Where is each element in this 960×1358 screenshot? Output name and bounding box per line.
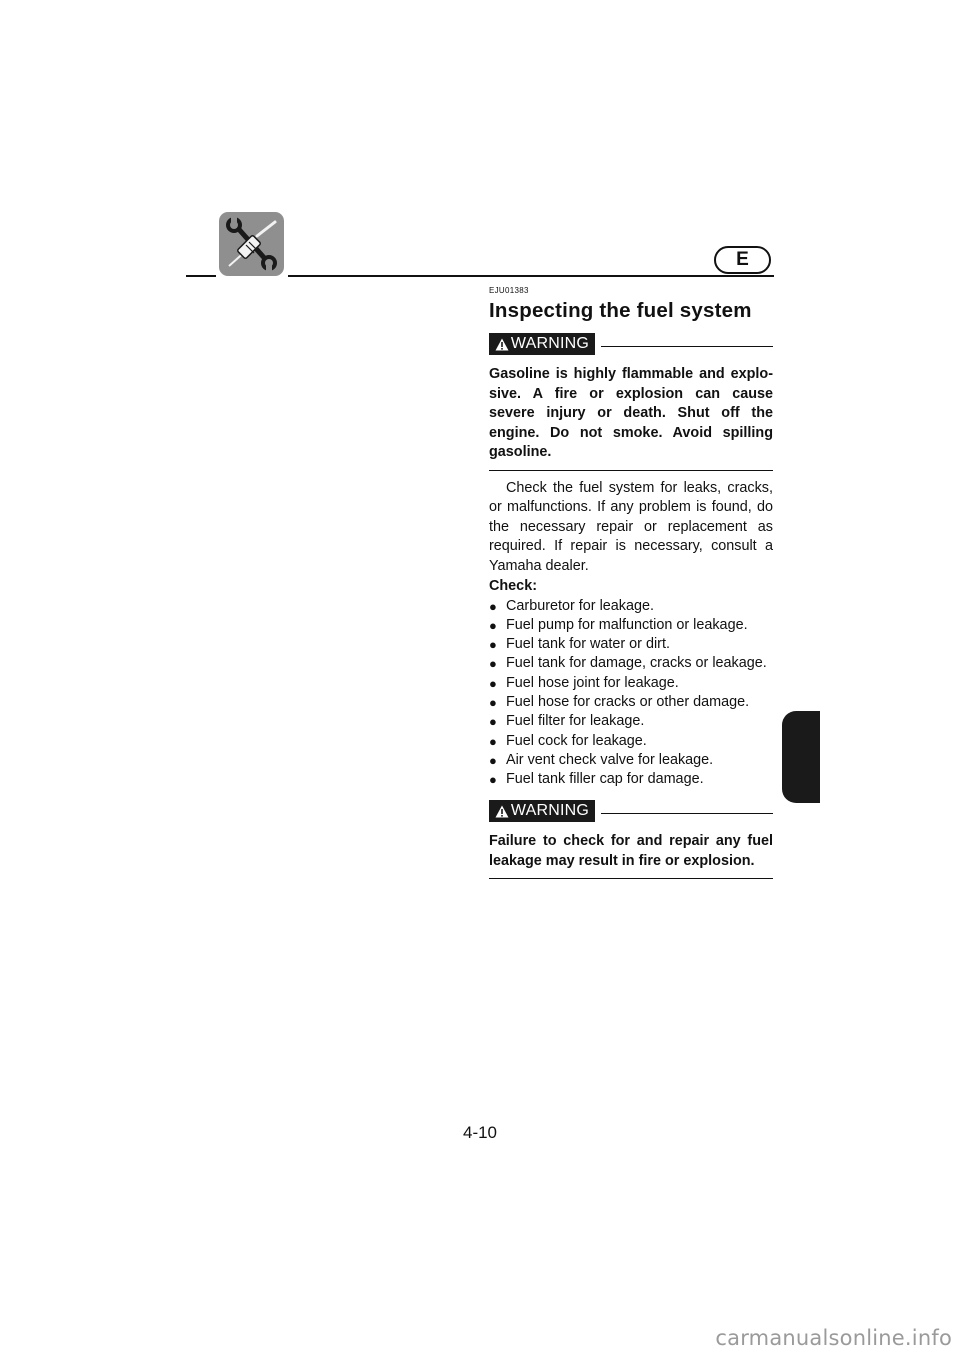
warning-label	[489, 800, 595, 822]
list-item: ● Carburetor for leakage.	[489, 597, 773, 616]
warning-rule	[601, 813, 773, 814]
page-number: 4-10	[462, 1123, 498, 1142]
list-item: ● Fuel tank for water or dirt.	[489, 635, 773, 654]
header-rule-right	[288, 275, 774, 277]
warning-header	[489, 800, 773, 824]
list-item: ● Fuel tank filler cap for damage.	[489, 770, 773, 789]
header-rule-left	[186, 275, 216, 277]
main-content	[489, 286, 773, 879]
warning-text-2: Failure to check for and repair any fuel leakage may result in fire or explosion.	[489, 832, 773, 879]
chapter-tab	[782, 711, 820, 803]
warning-rule	[601, 346, 773, 347]
list-item: ● Fuel filter for leakage.	[489, 712, 773, 731]
bullet-icon: ●	[489, 694, 497, 710]
language-badge: E	[714, 246, 771, 274]
bullet-icon: ●	[489, 675, 497, 691]
warning-label	[489, 333, 595, 355]
bullet-icon: ●	[489, 656, 497, 672]
warning-header	[489, 333, 773, 357]
list-item: ● Fuel hose joint for leakage.	[489, 674, 773, 693]
tools-icon	[219, 212, 284, 276]
bullet-icon: ●	[489, 714, 497, 730]
warning-label-text: WARNING	[510, 802, 590, 820]
list-item: ● Fuel tank for damage, cracks or leakage.	[489, 654, 773, 673]
watermark: carmanualsonline.info	[715, 1326, 952, 1350]
document-code: EJU01383	[489, 286, 529, 295]
list-item: ● Fuel hose for cracks or other damage.	[489, 693, 773, 712]
checklist	[489, 597, 773, 790]
list-item: ● Fuel pump for malfunction or leakage.	[489, 616, 773, 635]
bullet-icon: ●	[489, 598, 497, 614]
bullet-icon: ●	[489, 637, 497, 653]
bullet-icon: ●	[489, 772, 497, 788]
bullet-icon: ●	[489, 752, 497, 768]
warning-triangle-icon	[495, 338, 509, 351]
warning-triangle-icon	[495, 805, 509, 818]
list-item: ● Fuel cock for leakage.	[489, 732, 773, 751]
warning-text: Gasoline is highly flammable and explo-sive. A fire or explosion can cause severe injury or death. Shut off the engine. Do not smoke. Avoid spilling gasoline.	[489, 365, 773, 471]
warning-label-text: WARNING	[510, 335, 590, 352]
bullet-icon: ●	[489, 617, 497, 633]
body-paragraph: Check the fuel system for leaks, cracks, or malfunctions. If any problem is found, do the necessary repair or replacement as required. If repair is necessary, consult a Yamaha dealer.	[489, 479, 773, 574]
check-label: Check:	[489, 578, 537, 594]
list-item: ● Air vent check valve for leakage.	[489, 751, 773, 770]
bullet-icon: ●	[489, 733, 497, 749]
page-title: Inspecting the fuel system	[489, 299, 752, 322]
